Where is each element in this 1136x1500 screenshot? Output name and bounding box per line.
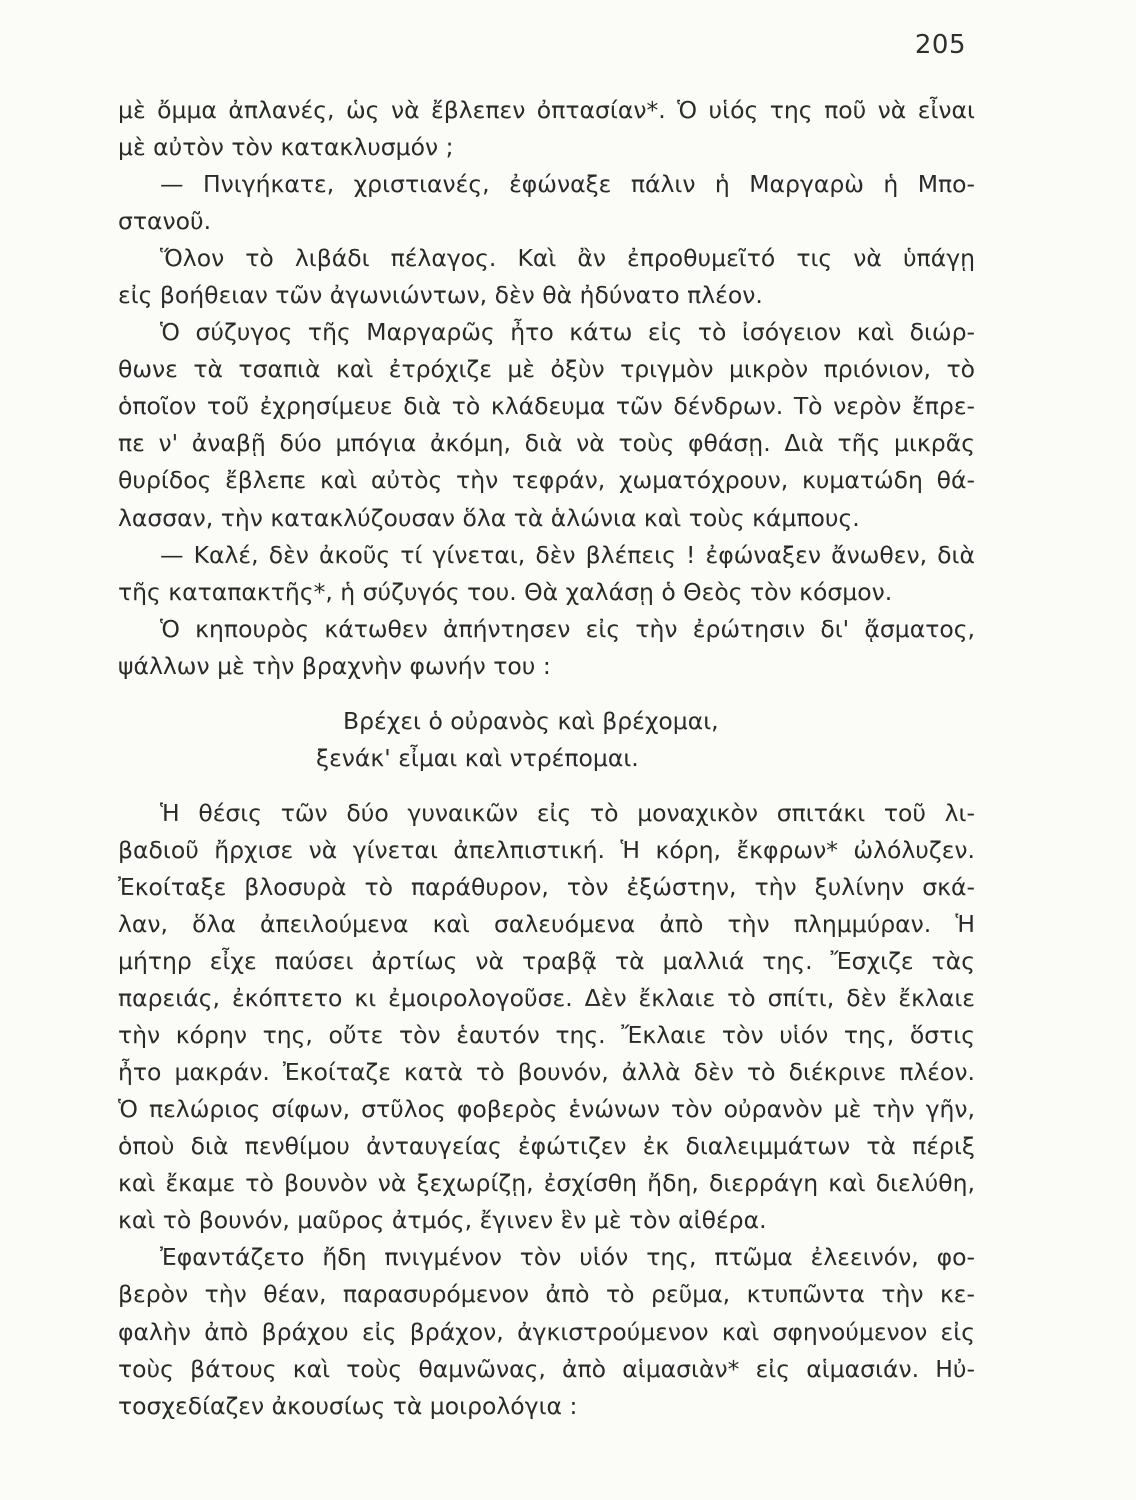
text-line: τοσχεδίαζεν ἀκουσίως τὰ μοιρολόγια : — [118, 1391, 578, 1420]
paragraph-start: Ὁ σύζυγος τῆς Μαργαρῶς ἦτο κάτω εἰς τὸ ἰσόγειον καὶ διώρ- — [160, 318, 975, 347]
dialogue-line: — Πνιγήκατε, χριστιανές, ἐφώναξε πάλιν ἡ Μαργαρὼ ἡ Μπο- — [160, 170, 975, 199]
text-line: τῆς καταπακτῆς*, ἡ σύζυγός του. Θὰ χαλάσῃ ὁ Θεὸς τὸν κόσμον. — [118, 577, 893, 606]
text-line: βαδιοῦ ἤρχισε νὰ γίνεται ἀπελπιστική. Ἡ κόρη, ἔκφρων* ὠλόλυζεν. — [118, 835, 975, 864]
paragraph-start: Ἐφαντάζετο ἤδη πνιγμένον τὸν υἱόν της, πτῶμα ἐλεεινόν, φο- — [160, 1243, 975, 1272]
text-line: λασσαν, τὴν κατακλύζουσαν ὅλα τὰ ἁλώνια καὶ τοὺς κάμπους. — [118, 503, 860, 532]
page-number: 205 — [914, 30, 966, 60]
text-line: ἦτο μακράν. Ἐκοίταζε κατὰ τὸ βουνόν, ἀλλὰ δὲν τὸ διέκρινε πλέον. — [118, 1058, 975, 1087]
text-line: καὶ τὸ βουνόν, μαῦρος ἀτμός, ἔγινεν ἓν μὲ τὸν αἰθέρα. — [118, 1206, 767, 1235]
text-line: ὁποῖον τοῦ ἐχρησίμευε διὰ τὸ κλάδευμα τῶν δένδρων. Τὸ νερὸν ἔπρε- — [118, 392, 975, 421]
text-line: εἰς βοήθειαν τῶν ἀγωνιώντων, δὲν θὰ ἠδύνατο πλέον. — [118, 281, 763, 310]
text-line: μὲ ὄμμα ἀπλανές, ὡς νὰ ἔβλεπεν ὀπτασίαν*. Ὁ υἱός της ποῦ νὰ εἶναι — [118, 96, 975, 124]
text-line: καὶ ἔκαμε τὸ βουνὸν νὰ ξεχωρίζῃ, ἐσχίσθη ἤδη, διερράγη καὶ διελύθη, — [118, 1169, 975, 1198]
text-line: θυρίδος ἔβλεπε καὶ αὐτὸς τὴν τεφράν, χωματόχρουν, κυματώδη θά- — [118, 466, 975, 495]
text-line: φαλὴν ἀπὸ βράχου εἰς βράχον, ἀγκιστρούμενον καὶ σφηνούμενον εἰς — [118, 1317, 975, 1346]
paragraph-start: Ἡ θέσις τῶν δύο γυναικῶν εἰς τὸ μοναχικὸν σπιτάκι τοῦ λι- — [160, 798, 975, 827]
text-line: βερὸν τὴν θέαν, παρασυρόμενον ἀπὸ τὸ ρεῦμα, κτυπῶντα τὴν κε- — [118, 1280, 975, 1309]
text-line: τὴν κόρην της, οὔτε τὸν ἑαυτόν της. Ἔκλαιε τὸν υἱόν της, ὅστις — [118, 1021, 975, 1050]
text-line: μὲ αὐτὸν τὸν κατακλυσμόν ; — [118, 133, 454, 162]
text-line: Ἐκοίταξε βλοσυρὰ τὸ παράθυρον, τὸν ἐξώστην, τὴν ξυλίνην σκά- — [118, 872, 975, 901]
text-line: θωνε τὰ τσαπιὰ καὶ ἐτρόχιζε μὲ ὀξὺν τριγμὸν μικρὸν πριόνιον, τὸ — [118, 355, 975, 384]
text-line: στανοῦ. — [118, 207, 212, 236]
paragraph-start: Ὁ κηπουρὸς κάτωθεν ἀπήντησεν εἰς τὴν ἐρώτησιν δι' ᾄσματος, — [160, 614, 975, 643]
verse-line: Βρέχει ὁ οὐρανὸς καὶ βρέχομαι, — [343, 706, 719, 735]
verse-spacer — [118, 777, 975, 795]
text-line: Ὁ πελώριος σίφων, στῦλος φοβερὸς ἑνώνων τὸν οὐρανὸν μὲ τὴν γῆν, — [118, 1095, 975, 1124]
verse-line: ξενάκ' εἶμαι καὶ ντρέπομαι. — [316, 743, 639, 772]
page-text — [118, 92, 975, 1425]
dialogue-line: — Καλέ, δὲν ἀκοῦς τί γίνεται, δὲν βλέπεις ! ἐφώναξεν ἄνωθεν, διὰ — [160, 540, 975, 569]
verse-spacer — [118, 685, 975, 703]
text-line: παρειάς, ἐκόπτετο κι ἐμοιρολογοῦσε. Δὲν ἔκλαιε τὸ σπίτι, δὲν ἔκλαιε — [118, 984, 975, 1013]
text-line: ψάλλων μὲ τὴν βραχνὴν φωνήν του : — [118, 651, 551, 680]
text-line: ὁποὺ διὰ πενθίμου ἀνταυγείας ἐφώτιζεν ἐκ διαλειμμάτων τὰ πέριξ — [118, 1132, 975, 1161]
text-line: μήτηρ εἶχε παύσει ἀρτίως νὰ τραβᾷ τὰ μαλλιά της. Ἔσχιζε τὰς — [118, 947, 975, 976]
paragraph-start: Ὅλον τὸ λιβάδι πέλαγος. Καὶ ἂν ἐπροθυμεῖτό τις νὰ ὑπάγῃ — [160, 244, 975, 273]
text-line: πε ν' ἀναβῇ δύο μπόγια ἀκόμη, διὰ νὰ τοὺς φθάσῃ. Διὰ τῆς μικρᾶς — [118, 429, 975, 458]
text-line: τοὺς βάτους καὶ τοὺς θαμνῶνας, ἀπὸ αἱμασιὰν* εἰς αἱμασιάν. Ηὐ- — [118, 1354, 975, 1383]
text-line: λαν, ὅλα ἀπειλούμενα καὶ σαλευόμενα ἀπὸ τὴν πλημμύραν. Ἡ — [118, 909, 975, 938]
